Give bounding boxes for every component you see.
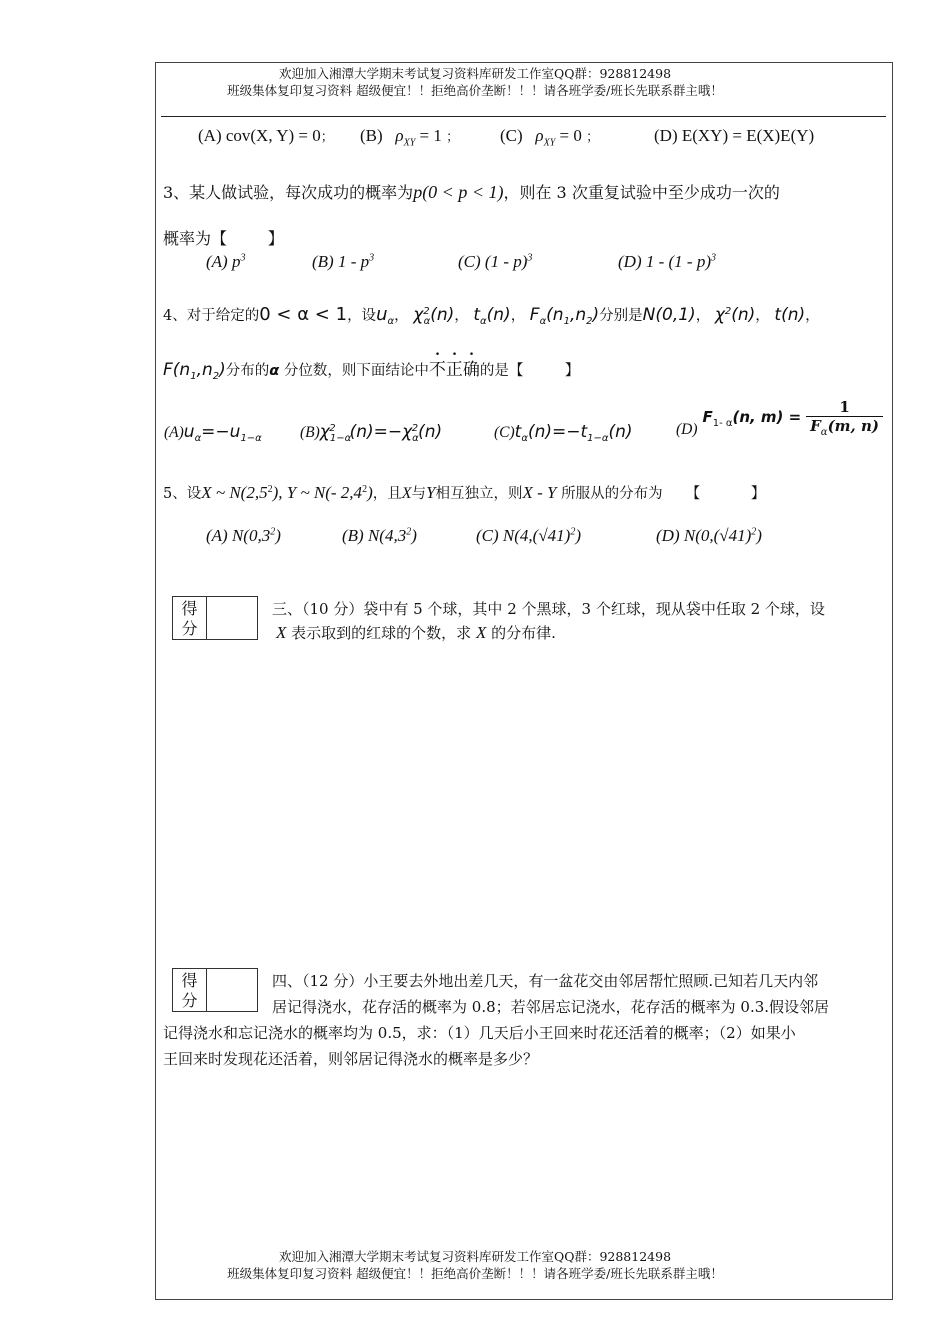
s4-question-line4: 王回来时发现花还活着，则邻居记得浇水的概率是多少？ bbox=[163, 1050, 539, 1068]
s3-question-line1: 三、（10 分）袋中有 5 个球，其中 2 个黑球，3 个红球，现从袋中任取 2 个球，设 bbox=[272, 600, 825, 618]
score-entry[interactable] bbox=[207, 597, 257, 639]
score-entry[interactable] bbox=[207, 969, 257, 1011]
q4-option-d: (D) $F_{1- \alpha}(n$, m) = $\frac{1}{F_\alpha(m, n)}$ bbox=[676, 398, 883, 438]
q2-option-b: (B) $\rho_{XY} = 1$ ； bbox=[360, 126, 460, 149]
header-rule bbox=[161, 116, 886, 117]
score-label: 分 bbox=[181, 619, 198, 638]
q5-option-a: (A) $N(0,3^2)$ bbox=[206, 526, 281, 545]
score-label: 分 bbox=[181, 991, 198, 1010]
score-box-s4 bbox=[172, 968, 258, 1012]
score-box-s3 bbox=[172, 596, 258, 640]
s4-question-line3: 记得浇水和忘记浇水的概率均为 0.5，求：（1）几天后小王回来时花还活着的概率；（2）如果小 bbox=[163, 1024, 796, 1042]
header-line-1: 欢迎加入湘潭大学期末考试复习资料库研发工作室QQ群：928812498 bbox=[278, 66, 672, 81]
q4-stem-line2: $F(n_1,n_2)$分布的α 分位数，则下面结论中不正确的是【 】 bbox=[163, 360, 580, 382]
q4-option-b: $(B)\chi_{1-\alpha}^2$ $(n)=-\chi_\alpha^2(n)$ bbox=[300, 422, 443, 445]
q5-stem: 5、设X ~ $N(2,5^2)$, Y ~ N(- $2,4^2$)，且X与Y相互独立，则X - Y 所服从的分布为 【 】 bbox=[163, 483, 766, 502]
q5-option-d: (D) $N(0,(√41)^2)$ bbox=[656, 526, 762, 545]
header-line-2: 班级集体复印复习资料 超级便宜！！拒绝高价垄断！！！请各班学委/班长先联系群主哦！ bbox=[227, 83, 723, 98]
s4-question-line2: 居记得浇水，花存活的概率为 0.8；若邻居忘记浇水，花存活的概率为 0.3.假设邻居 bbox=[272, 998, 830, 1016]
fraction: $\frac{1}{F_\alpha(m, n)}$ bbox=[806, 398, 883, 438]
q3-stem-line2: 概率为【 】 bbox=[163, 229, 284, 248]
score-label: 得 bbox=[181, 971, 198, 990]
q4-option-a: $(A)u_\alpha=-u_{1-\alpha}$ bbox=[164, 422, 262, 445]
q2-option-d: (D) E(XY) = E(X)E(Y) bbox=[654, 126, 815, 145]
q5-option-b: (B) $N(4,3^2)$ bbox=[342, 526, 417, 545]
q3-option-c: (C) (1 - p)$^3$ bbox=[458, 252, 533, 271]
score-label: 得 bbox=[181, 599, 198, 618]
s4-question-line1: 四、（12 分）小王要去外地出差几天，有一盆花交由邻居帮忙照顾.已知若几天内邻 bbox=[272, 972, 819, 990]
q2-option-a: (A) cov(X, Y) = 0； bbox=[198, 126, 334, 145]
q3-stem: 3、某人做试验，每次成功的概率为p(0 < p < 1)，则在 3 次重复试验中至少成功一次的 bbox=[163, 182, 780, 202]
footer-line-2: 班级集体复印复习资料 超级便宜！！拒绝高价垄断！！！请各班学委/班长先联系群主哦！ bbox=[227, 1266, 723, 1281]
q3-option-b: (B) $1 - p^3$ bbox=[312, 252, 375, 271]
footer-line-1: 欢迎加入湘潭大学期末考试复习资料库研发工作室QQ群：928812498 bbox=[278, 1249, 672, 1264]
q3-option-a: (A) $p^3$ bbox=[206, 252, 246, 271]
s3-question-line2: X 表示取到的红球的个数，求 X 的分布律. bbox=[276, 623, 556, 642]
q4-stem: 4、对于给定的0 < α < 1，设$u_\alpha$， $\chi^2_\alpha(n)$， $t_\alpha(n)$， $F_\alpha(n_1,n_2)$分别是N(0,1)， $\chi^2(n)$， t(n)， bbox=[163, 304, 820, 327]
q5-option-c: (C) $N(4,(√41)^2)$ bbox=[476, 526, 581, 545]
emphasis-incorrect: 不正确 bbox=[428, 360, 480, 380]
q3-option-d: (D) 1 - (1 - p)$^3$ bbox=[618, 252, 716, 271]
q2-option-c: (C) $\rho_{XY} = 0$ ； bbox=[500, 126, 600, 149]
q4-option-c: $(C)t_\alpha(n)=-t_{1-\alpha}(n)$ bbox=[494, 422, 633, 445]
